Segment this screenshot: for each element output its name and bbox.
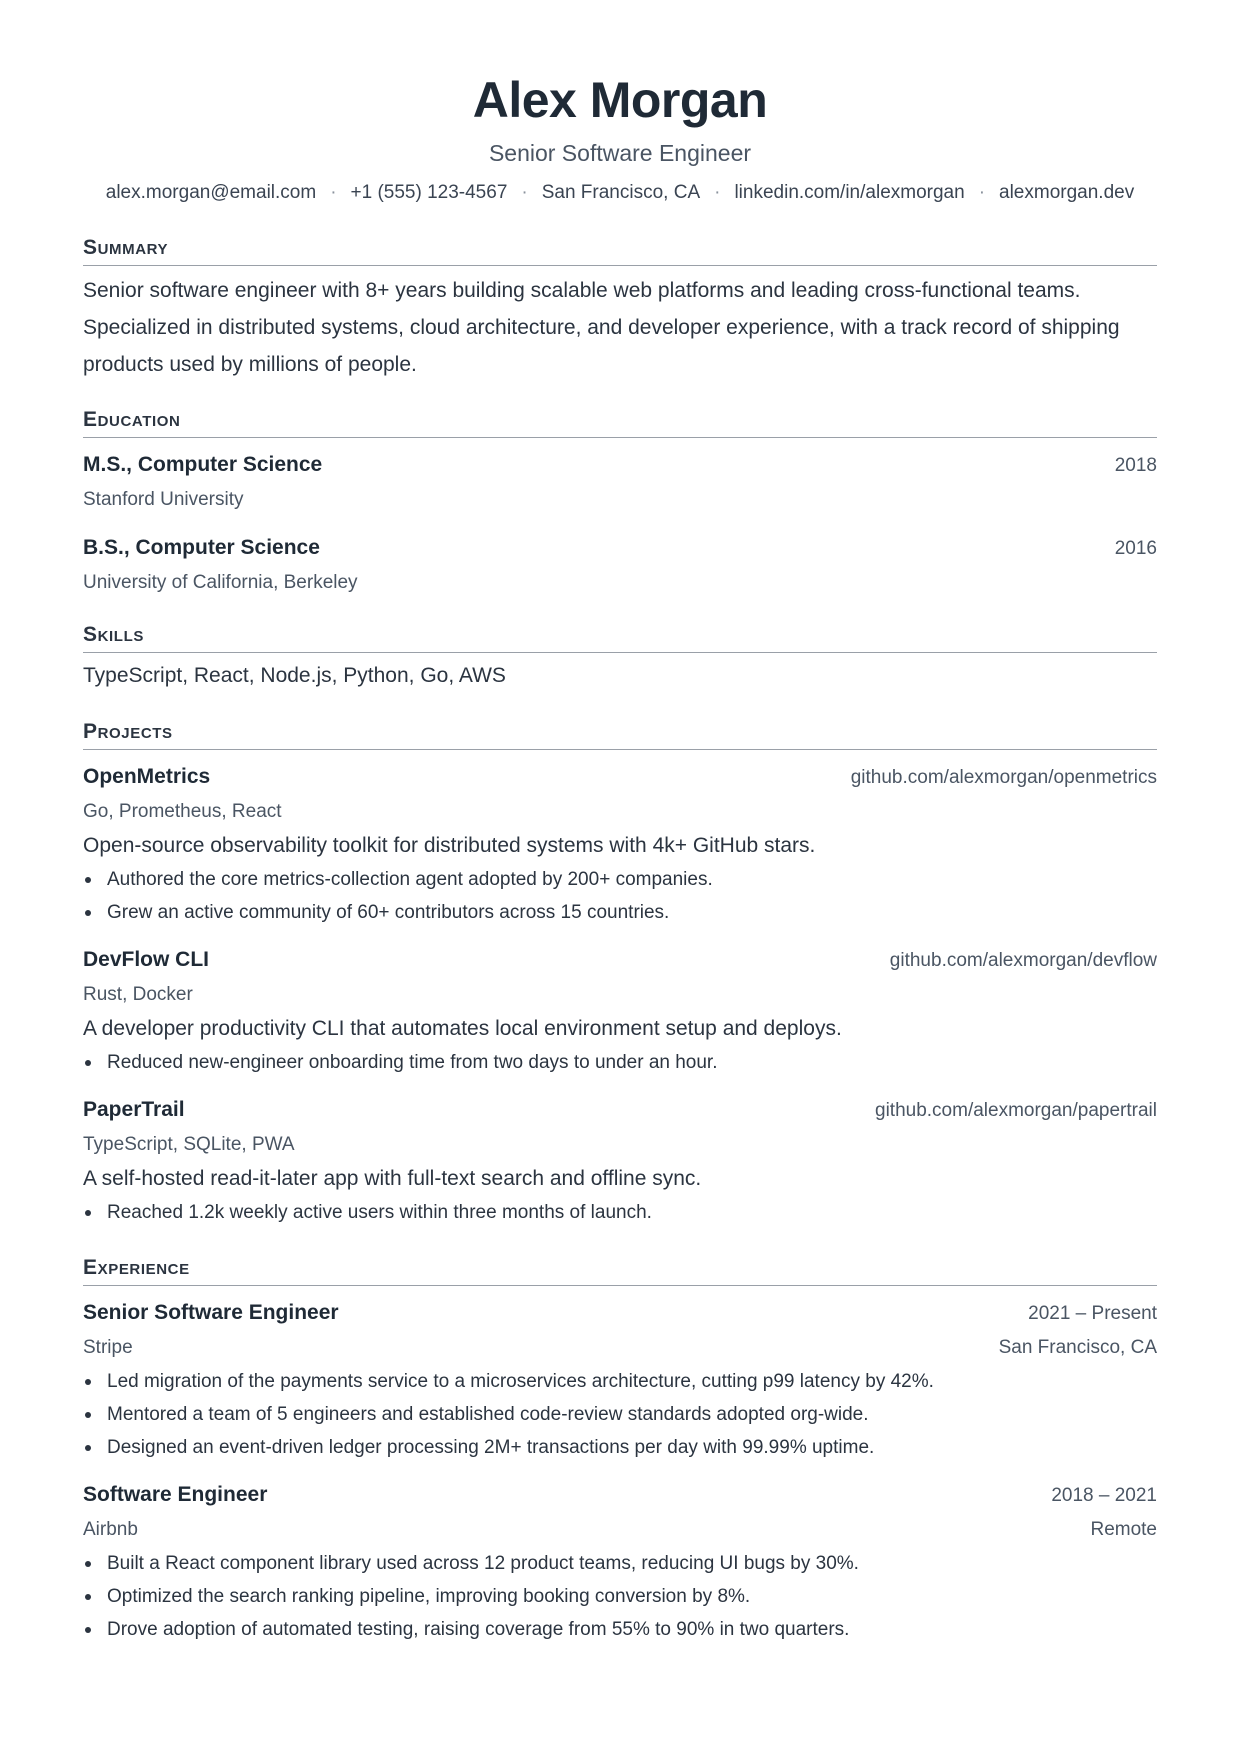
job-bullets <box>83 1365 1157 1464</box>
project-link[interactable]: github.com/alexmorgan/openmetrics <box>850 767 1157 788</box>
education-section <box>83 407 1157 600</box>
job-location: San Francisco, CA <box>998 1337 1157 1358</box>
bullet-item: Mentored a team of 5 engineers and established code-review standards adopted org-wide. <box>83 1398 1157 1431</box>
experience-section <box>83 1255 1157 1646</box>
education-heading: Education <box>83 407 1157 438</box>
school: Stanford University <box>83 489 244 510</box>
graduation-year: 2018 <box>1114 455 1157 476</box>
contact-email[interactable]: alex.morgan@email.com <box>105 182 317 203</box>
project-tech: TypeScript, SQLite, PWA <box>83 1134 295 1155</box>
company: Stripe <box>83 1337 133 1358</box>
degree: B.S., Computer Science <box>83 536 320 559</box>
skills-list: TypeScript, React, Node.js, Python, Go, AWS <box>83 664 506 687</box>
bullet-item: Optimized the search ranking pipeline, improving booking conversion by 8%. <box>83 1580 1157 1613</box>
project-description: A developer productivity CLI that automates local environment setup and deploys. <box>83 1017 842 1040</box>
contact-phone[interactable]: +1 (555) 123-4567 <box>350 182 508 203</box>
education-entry <box>83 448 1157 517</box>
contact-separator: · <box>330 182 337 203</box>
skills-heading: Skills <box>83 622 1157 653</box>
job-location: Remote <box>1090 1519 1157 1540</box>
project-entry <box>83 943 1157 1079</box>
school: University of California, Berkeley <box>83 572 358 593</box>
project-entry <box>83 1093 1157 1229</box>
summary-heading: Summary <box>83 235 1157 266</box>
project-tech: Rust, Docker <box>83 984 193 1005</box>
job-dates: 2021 – Present <box>1028 1303 1157 1324</box>
bullet-item: Designed an event-driven ledger processing 2M+ transactions per day with 99.99% uptime. <box>83 1431 1157 1464</box>
company: Airbnb <box>83 1519 138 1540</box>
project-bullets <box>83 1196 1157 1229</box>
project-tech: Go, Prometheus, React <box>83 801 282 822</box>
projects-section <box>83 719 1157 1229</box>
contact-separator: · <box>714 182 721 203</box>
bullet-item: Built a React component library used across 12 product teams, reducing UI bugs by 30%. <box>83 1547 1157 1580</box>
project-description: A self-hosted read-it-later app with full-text search and offline sync. <box>83 1167 702 1190</box>
summary-section <box>83 235 1157 383</box>
contact-separator: · <box>978 182 986 203</box>
contact-line <box>83 181 1157 205</box>
bullet-item: Led migration of the payments service to a microservices architecture, cutting p99 latency by 42%. <box>83 1365 1157 1398</box>
candidate-name: Alex Morgan <box>472 72 768 128</box>
resume-header <box>83 0 1157 205</box>
project-name: OpenMetrics <box>83 765 211 788</box>
job-dates: 2018 – 2021 <box>1051 1485 1157 1506</box>
project-name: DevFlow CLI <box>83 948 210 971</box>
candidate-title: Senior Software Engineer <box>488 140 752 166</box>
degree: M.S., Computer Science <box>83 453 323 476</box>
experience-entry <box>83 1478 1157 1646</box>
project-link[interactable]: github.com/alexmorgan/papertrail <box>875 1100 1157 1121</box>
job-role: Software Engineer <box>83 1483 268 1506</box>
contact-location: San Francisco, CA <box>541 182 701 203</box>
contact-website[interactable]: alexmorgan.dev <box>999 182 1135 203</box>
job-role: Senior Software Engineer <box>83 1301 339 1324</box>
skills-section <box>83 622 1157 693</box>
contact-linkedin[interactable]: linkedin.com/in/alexmorgan <box>734 182 965 203</box>
project-bullets <box>83 1046 1157 1079</box>
project-entry <box>83 760 1157 929</box>
experience-entry <box>83 1296 1157 1464</box>
contact-separator: · <box>521 182 528 203</box>
bullet-item: Reached 1.2k weekly active users within three months of launch. <box>83 1196 1157 1229</box>
bullet-item: Reduced new-engineer onboarding time from two days to under an hour. <box>83 1046 1157 1079</box>
bullet-item: Grew an active community of 60+ contributors across 15 countries. <box>83 896 1157 929</box>
project-name: PaperTrail <box>83 1098 185 1121</box>
job-bullets <box>83 1547 1157 1646</box>
project-bullets <box>83 863 1157 929</box>
graduation-year: 2016 <box>1114 538 1157 559</box>
project-link[interactable]: github.com/alexmorgan/devflow <box>889 950 1157 971</box>
summary-text: Senior software engineer with 8+ years building scalable web platforms and leading cross-functional teams. Specialized in distributed systems, cloud architecture, and developer experience, with a track record of shipping products used by millions of people. <box>83 279 1120 376</box>
projects-heading: Projects <box>83 719 1157 750</box>
experience-heading: Experience <box>83 1255 1157 1286</box>
education-entry <box>83 531 1157 600</box>
project-description: Open-source observability toolkit for distributed systems with 4k+ GitHub stars. <box>83 834 816 857</box>
bullet-item: Authored the core metrics-collection agent adopted by 200+ companies. <box>83 863 1157 896</box>
bullet-item: Drove adoption of automated testing, raising coverage from 55% to 90% in two quarters. <box>83 1613 1157 1646</box>
